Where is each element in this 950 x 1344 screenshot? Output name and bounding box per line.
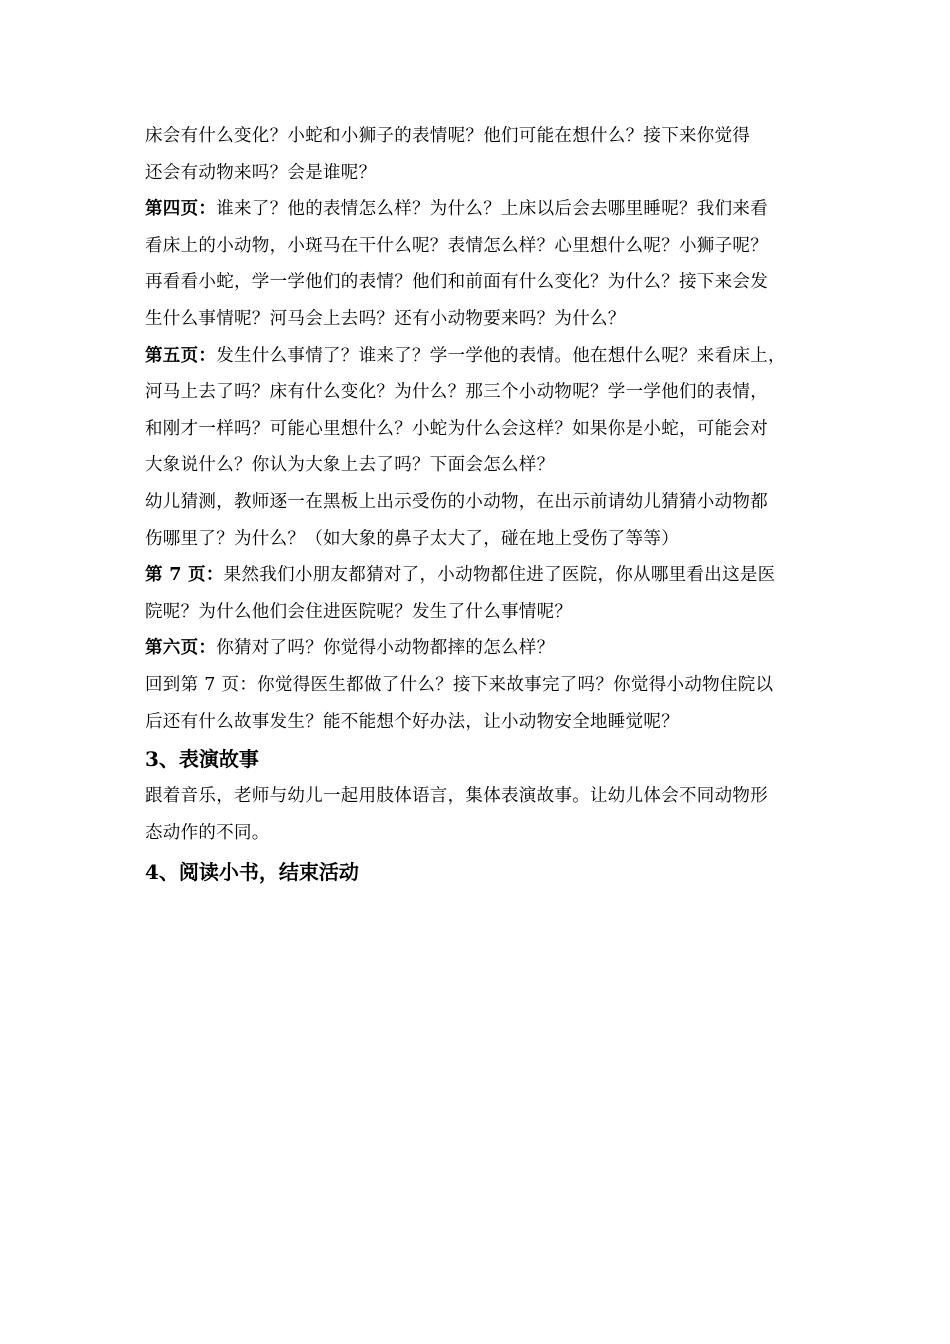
page-four-label: 第四页：	[145, 199, 217, 220]
text-run: 谁来了？他的表情怎么样？为什么？上床以后会去哪里睡呢？我们来看	[216, 199, 769, 220]
text-line: 看床上的小动物，小斑马在干什么呢？表情怎么样？心里想什么呢？小狮子呢？	[145, 235, 768, 256]
page-seven-label: 第 7 页：	[145, 565, 224, 586]
text-run: 发生什么事情了？谁来了？学一学他的表情。他在想什么呢？来看床上，	[216, 345, 786, 366]
text-line: 态动作的不同。	[145, 822, 270, 843]
page-six-paragraph	[145, 630, 815, 667]
page-five-label: 第五页：	[145, 345, 217, 366]
text-line: 大象说什么？你认为大象上去了吗？下面会怎么样？	[145, 455, 555, 476]
page-five-paragraph	[145, 338, 815, 375]
text-line: 后还有什么故事发生？能不能想个好办法，让小动物安全地睡觉呢？	[145, 711, 679, 732]
page-four-paragraph	[145, 191, 815, 228]
page-seven-paragraph	[145, 557, 815, 594]
text-line: 再看看小蛇，学一学他们的表情？他们和前面有什么变化？为什么？接下来会发	[145, 272, 768, 293]
text-run: 果然我们小朋友都猜对了，小动物都住进了医院，你从哪里看出这是医	[223, 565, 776, 586]
text-line: 跟着音乐，老师与幼儿一起用肢体语言，集体表演故事。让幼儿体会不同动物形	[145, 786, 768, 807]
text-line: 院呢？为什么他们会住进医院呢？发生了什么事情呢？	[145, 601, 573, 622]
section-heading-perform: 3、表演故事	[145, 747, 259, 772]
document-body	[145, 118, 815, 891]
text-line: 生什么事情呢？河马会上去吗？还有小动物要来吗？为什么？	[145, 308, 626, 329]
page-six-label: 第六页：	[145, 638, 217, 659]
text-line: 河马上去了吗？床有什么变化？为什么？那三个小动物呢？学一学他们的表情，	[145, 382, 768, 403]
text-line: 回到第 7 页：你觉得医生都做了什么？接下来故事完了吗？你觉得小动物住院以	[145, 674, 774, 695]
text-line: 床会有什么变化？小蛇和小狮子的表情呢？他们可能在想什么？接下来你觉得	[145, 126, 751, 146]
text-run: 你猜对了吗？你觉得小动物都摔的怎么样？	[216, 638, 555, 659]
text-line: 还会有动物来吗？会是谁呢？	[145, 162, 377, 183]
text-line: 和刚才一样吗？可能心里想什么？小蛇为什么会这样？如果你是小蛇，可能会对	[145, 418, 768, 439]
text-line: 伤哪里了？为什么？（如大象的鼻子太大了，碰在地上受伤了等等）	[145, 528, 679, 549]
section-heading-reading: 4、阅读小书，结束活动	[145, 860, 359, 885]
text-line: 幼儿猜测，教师逐一在黑板上出示受伤的小动物，在出示前请幼儿猜猜小动物都	[145, 491, 768, 512]
